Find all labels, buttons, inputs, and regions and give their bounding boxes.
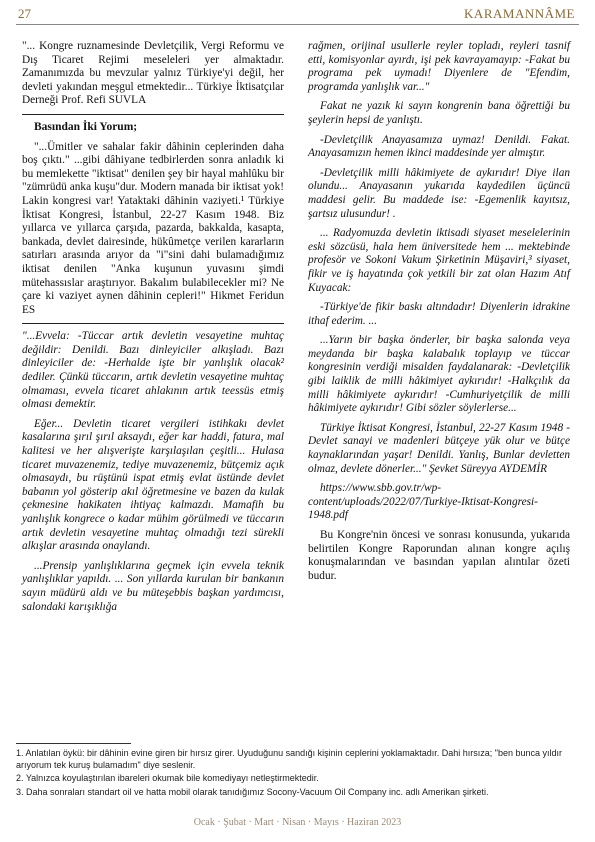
quote-suvla: "... Kongre ruznamesinde Devletçilik, Vergi Reformu ve Dış Ticaret Rejimi meseleleri yer almaktadır. Zamanımızda bu mevzular yalnız Türkiye'yi değil, her devleti yakından meşgul etmektedir... Türkiye İktisatçılar Derneği Prof. Refi SUVLA [22, 40, 284, 107]
paragraph-hakimiyet: -Devletçilik milli hâkimiyete de aykırıdır! Diye ilan olundu... Anayasanın yukarıda kaydedilen üçüncü maddesi gelir. Bu maddede ise: -Egemenlik kayıtsız, şartsız ulusundur! . [308, 166, 570, 220]
page-footer: Ocak · Şubat · Mart · Nisan · Mayıs · Haziran 2023 [193, 817, 402, 828]
divider [22, 114, 284, 115]
paragraph-vergi: Eğer... Devletin ticaret vergileri istihkakı devlet kasalarına şırıl şırıl aksaydı, eğer kar haddi, fatura, mal kalitesi ve her alışverişte karşılaşılan çeşitli... Hulasa ticaret muvazenemiz, tediye muvazenemiz, bütçemiz açık olmasaydı, bu rüştünü ispat etmiş evlat üstünde devlet babanın yol gösterip akıl öğretmesine ve bazen da kulak çekmesine hakikaten ihtiyaç kalmazdı. Mamafih bu yanlışlık kongrece o kadar mühim görülmedi ve tüccarın artık devletin vesayetine muhtaç olmadığı tezi sürekli alkışlar arasında onaylandı. [22, 417, 284, 553]
footnote-2: 2. Yalnızca koyulaştırılan ibareleri okumak bile komediyayı netleştirmektedir. [16, 773, 319, 783]
summary-paragraph: Bu Kongre'nin öncesi ve sonrası konusunda, yukarıda belirtilen Kongre Raporundan alınan kongre açılış konuşmalarından ve basından yapılan alıntılar özeti budur. [308, 529, 570, 582]
quote-es: "...Ümitler ve sahalar fakir dâhinin ceplerinden daha boş çıktı." ...gibi dâhiyane tedbirlerden sonra anladık ki bu memlekette "iktisat" denilen şey bir hayal mahlûku bir "zümrüdü anka kuşu"dur. Modern manada bir iktisat yok! Lakin kongresi var! Yataktaki dâhinin vaziyeti.¹ Türkiye İktisat Kongresi, İstanbul, 22-27 Kasım 1948. Biz yıllarca ve yıllarca çarşıda, pazarda, bakkalda, kasapta, bankada, devlet dairesinde, hükûmetçe verilen kararların satırları arasında arıyor da "i"sini dahi bulamadığımız iktisat denilen "Anka kuşunun yuvasını şimdi mütehassıslar araştırıyor. Bakalım bulabilecekler mi? Ne çare ki vaziyet aynen dâhinin cepleri!" Hikmet Feridun ES [22, 140, 284, 316]
section-heading: Basından İki Yorum; [34, 120, 138, 133]
paragraph-fakat: Fakat ne yazık ki sayın kongrenin bana öğrettiği bu şeylerin hepsi de yanlıştı. [308, 100, 570, 126]
magazine-title: KARAMANNÂME [464, 6, 575, 21]
right-column [308, 40, 570, 589]
page-number: 27 [18, 6, 31, 21]
paragraph-yarin: ...Yarın bir başka önderler, bir başka salonda veya meydanda bir başka kalabalık toplayıp ve tüccar kongresinin verdiği misalden faydalanarak: -Devletçilik gibi laiklik de milli hâkimiyet aykırıdır! -Halkçılık da milli hâkimiyete aykırıdır! -Cumhuriyetçilik de milli hâkimiyete aykırıdır! Gibi sözler söylerlerse... [308, 334, 570, 415]
footnote-3: 3. Daha sonraları standart oil ve hatta mobil olarak tanıdığımız Socony-Vacuum Oil Company inc. adlı Amerikan şirketi. [16, 786, 489, 797]
paragraph-fikir: -Türkiye'de fikir baskı altındadır! Diyenlerin idrakine ithaf ederim. ... [308, 301, 570, 327]
quote-aydemir: Türkiye İktisat Kongresi, İstanbul, 22-27 Kasım 1948 -Devlet sanayi ve madenleri bütçeye yük olur ve bütçe kaynaklarından yaşar! Denildi. Yanlış, Bunlar devletten olmaz, devlete dönerler..." Şevket Süreyya AYDEMİR [308, 421, 570, 475]
header-rule [16, 24, 579, 25]
divider [22, 323, 284, 324]
footnote-1: 1. Anlatılan öykü: bir dâhinin evine giren bir hırsız girer. Uyuduğunu sandığı kişinin ceplerini yoklamaktadır. Dahi hırsıza; "ben bunca yıldır arıyorum tek kuruş bulamadım" diye seslenir. [16, 748, 562, 770]
left-column [22, 40, 284, 620]
paragraph-anayasa: -Devletçilik Anayasamıza uymaz! Denildi. Fakat. Anayasamızın hemen ikinci maddesinde yer almıştır. [308, 133, 570, 160]
paragraph-reyler: rağmen, orijinal usullerle reyler topladı, reyleri tasnif etti, komisyonlar ayırdı, işi pek kavrayamayıp: -Fakat bu programa pek uymadı! Diyenlere de "Efendim, programda yanlışlık var..." [308, 40, 570, 93]
footnotes [16, 748, 575, 800]
footnote-rule [16, 743, 131, 744]
paragraph-radyo: ... Radyomuzda devletin iktisadi siyaset meselelerinin eski sözcüsü, hala hem üniversitede hem ... mektebinde profesör ve Sokoni Vakum Şirketinin Müşaviri,³ siyaset, fikir ve iş hayatında çok yetkili bir zat olan Hazım Atıf Kuyacak: [308, 227, 570, 294]
source-link[interactable]: https://www.sbb.gov.tr/wp-content/uploads/2022/07/Turkiye-Iktisat-Kongresi-1948.pdf [308, 482, 538, 522]
paragraph-prensip: ...Prensip yanlışlıklarına geçmek için evvela teknik yanlışlıklar yapıldı. ... Son yıllarda kurulan bir bankanın sayın müdürü aldı ve bu müteşebbis başkan yardımcısı, salondaki karışıklığa [22, 559, 284, 613]
paragraph-tuccar: "...Evvela: -Tüccar artık devletin vesayetine muhtaç değildir: Denildi. Bazı dinleyiciler alkışladı. Bazı dinleyiciler de: -Herhalde işte bir yanlışlık olacak² dediler. Çünkü tüccarın, artık devletin vesayetine muhtaç olmaması, evvela ticaret ahlakının artık teessüs etmiş olması demektir. [22, 330, 284, 411]
